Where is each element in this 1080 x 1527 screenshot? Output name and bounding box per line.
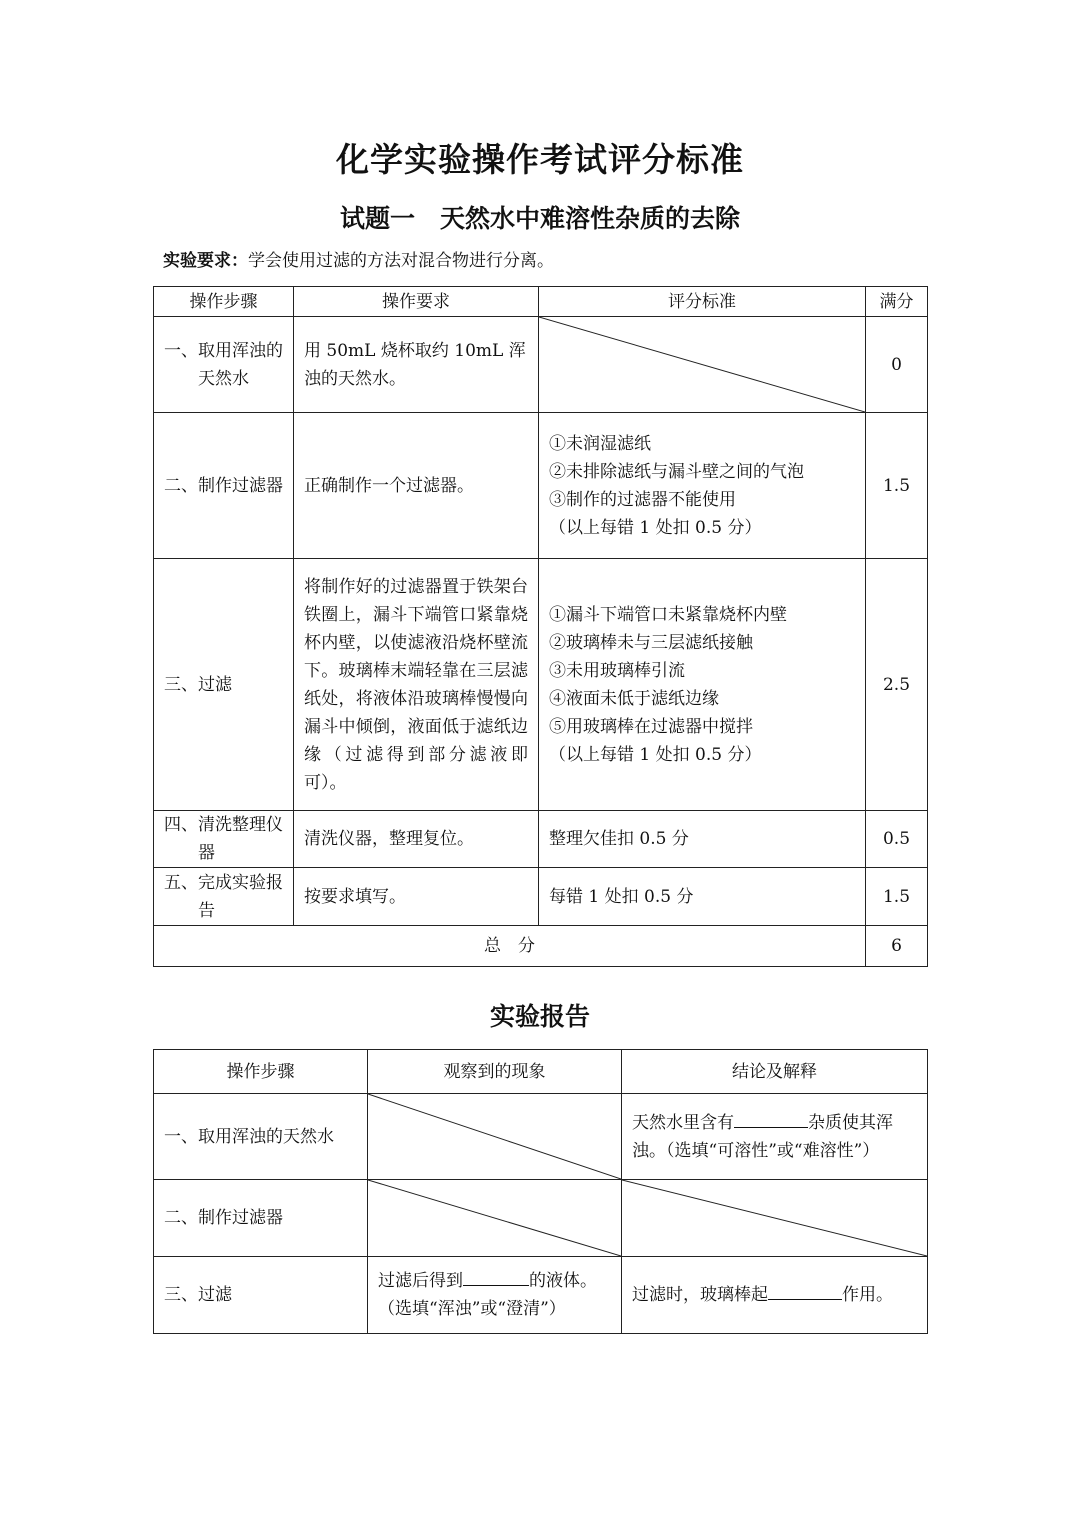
report-heading: 实验报告 <box>489 1002 590 1031</box>
step-cell: 四、清洗整理仪器 <box>154 811 294 868</box>
criteria-line: ②玻璃棒未与三层滤纸接触 <box>549 632 753 653</box>
page-title: 化学实验操作考试评分标准 <box>336 140 744 179</box>
header-step: 操作步骤 <box>154 287 294 317</box>
observation-text-after: 的液体。（选填“浑浊”或“澄清”） <box>378 1271 597 1319</box>
diagonal-line <box>622 1180 927 1256</box>
header-criteria: 评分标准 <box>539 287 866 317</box>
report-step-cell: 三、过滤 <box>154 1257 368 1334</box>
diagonal-line <box>539 317 865 412</box>
criteria-line: ④液面未低于滤纸边缘 <box>549 688 719 709</box>
criteria-cell <box>539 413 866 559</box>
report-table <box>153 1049 928 1334</box>
header-score: 满分 <box>866 287 928 317</box>
criteria-line: ③未用玻璃棒引流 <box>549 660 685 681</box>
step-cell: 一、取用浑浊的天然水 <box>154 317 294 413</box>
step-cell: 五、完成实验报告 <box>154 868 294 926</box>
diagonal-line <box>368 1180 621 1256</box>
table-row <box>154 1094 928 1180</box>
score-cell: 0 <box>866 317 928 413</box>
table-row <box>154 1257 928 1334</box>
criteria-cell-crossed <box>539 317 866 413</box>
requirement-cell: 正确制作一个过滤器。 <box>294 413 539 559</box>
requirement-cell: 清洗仪器，整理复位。 <box>294 811 539 868</box>
criteria-cell <box>539 559 866 811</box>
criteria-line: ③制作的过滤器不能使用 <box>549 489 736 510</box>
requirement-text: 学会使用过滤的方法对混合物进行分离。 <box>248 251 554 271</box>
scoring-header-row <box>154 287 928 317</box>
requirement-cell: 用 50mL 烧杯取约 10mL 浑浊的天然水。 <box>294 317 539 413</box>
step-cell: 二、制作过滤器 <box>154 413 294 559</box>
conclusion-text-before: 天然水里含有 <box>632 1112 734 1133</box>
conclusion-cell <box>622 1257 928 1334</box>
table-row <box>154 559 928 811</box>
answer-blank[interactable] <box>768 1281 842 1300</box>
table-row <box>154 811 928 868</box>
experiment-requirement <box>163 246 554 271</box>
requirement-cell: 将制作好的过滤器置于铁架台铁圈上，漏斗下端管口紧靠烧杯内壁，以使滤液沿烧杯壁流下。玻璃棒末端轻靠在三层滤纸处，将液体沿玻璃棒慢慢向漏斗中倾倒，液面低于滤纸边缘（过滤得到部分滤液即可）。 <box>294 559 539 811</box>
table-row <box>154 1180 928 1257</box>
observation-cell <box>368 1257 622 1334</box>
score-cell: 1.5 <box>866 868 928 926</box>
step-cell: 三、过滤 <box>154 559 294 811</box>
answer-blank[interactable] <box>463 1267 529 1286</box>
criteria-cell: 整理欠佳扣 0.5 分 <box>539 811 866 868</box>
observation-cell-crossed <box>368 1094 622 1180</box>
observation-cell-crossed <box>368 1180 622 1257</box>
total-row <box>154 926 928 967</box>
criteria-line: ①漏斗下端管口未紧靠烧杯内壁 <box>549 604 787 625</box>
total-score: 6 <box>866 926 928 967</box>
criteria-line: ②未排除滤纸与漏斗壁之间的气泡 <box>549 461 804 482</box>
conclusion-cell-crossed <box>622 1180 928 1257</box>
report-header-row <box>154 1050 928 1094</box>
criteria-note: （以上每错 1 处扣 0.5 分） <box>549 517 762 538</box>
score-cell: 0.5 <box>866 811 928 868</box>
observation-text-before: 过滤后得到 <box>378 1271 463 1291</box>
conclusion-text-after: 作用。 <box>842 1285 893 1305</box>
total-label: 总 分 <box>154 926 866 967</box>
scoring-table <box>153 286 928 967</box>
report-header-step: 操作步骤 <box>154 1050 368 1094</box>
criteria-note: （以上每错 1 处扣 0.5 分） <box>549 744 762 765</box>
conclusion-text-before: 过滤时，玻璃棒起 <box>632 1285 768 1305</box>
criteria-line: ⑤用玻璃棒在过滤器中搅拌 <box>549 716 753 737</box>
report-step-cell: 一、取用浑浊的天然水 <box>154 1094 368 1180</box>
table-row <box>154 413 928 559</box>
requirement-cell: 按要求填写。 <box>294 868 539 926</box>
answer-blank[interactable] <box>734 1109 808 1128</box>
header-requirement: 操作要求 <box>294 287 539 317</box>
question-subtitle: 试题一 天然水中难溶性杂质的去除 <box>339 204 740 233</box>
criteria-line: ①未润湿滤纸 <box>549 433 651 454</box>
score-cell: 2.5 <box>866 559 928 811</box>
requirement-label: 实验要求： <box>163 251 248 271</box>
conclusion-cell <box>622 1094 928 1180</box>
diagonal-line <box>368 1094 621 1179</box>
table-row <box>154 868 928 926</box>
score-cell: 1.5 <box>866 413 928 559</box>
report-header-conclusion: 结论及解释 <box>622 1050 928 1094</box>
report-step-cell: 二、制作过滤器 <box>154 1180 368 1257</box>
conclusion-text-after: 杂质使其浑浊。（选填“可溶性”或“难溶性”） <box>632 1112 893 1161</box>
criteria-cell: 每错 1 处扣 0.5 分 <box>539 868 866 926</box>
report-header-observation: 观察到的现象 <box>368 1050 622 1094</box>
table-row <box>154 317 928 413</box>
